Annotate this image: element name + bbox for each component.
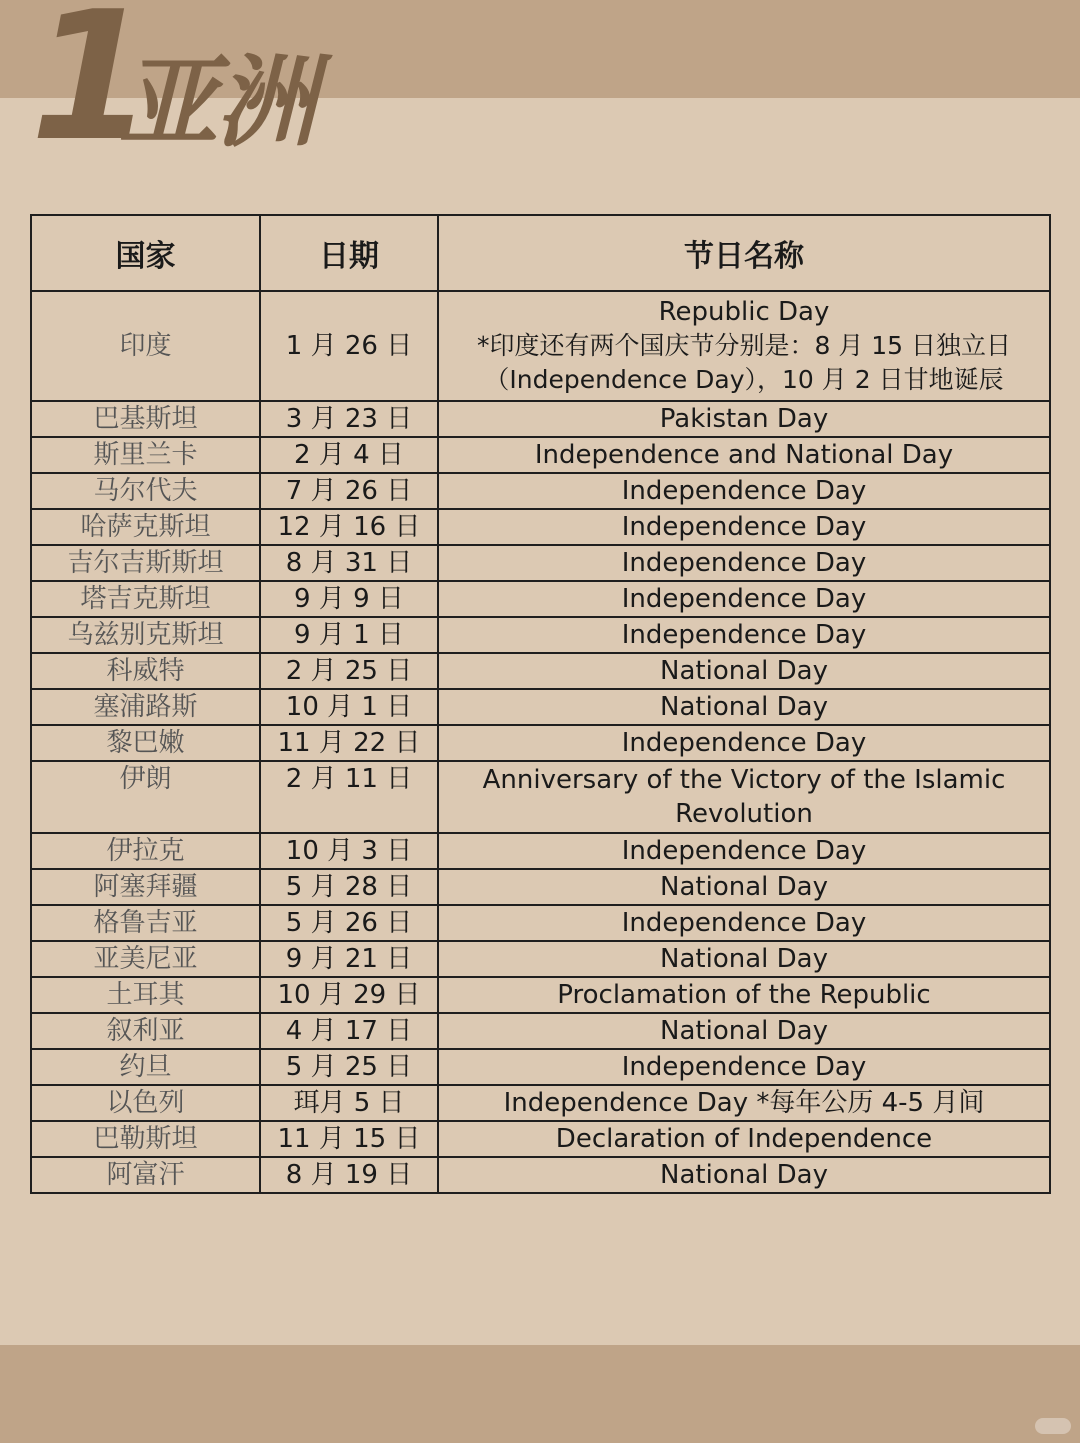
country-cell: 以色列 [31, 1085, 260, 1121]
date-cell: 2 月 11 日 [260, 761, 438, 833]
date-cell: 9 月 9 日 [260, 581, 438, 617]
holiday-name: Anniversary of the Victory of the Islamic [482, 765, 1006, 795]
holiday-name-cell [438, 291, 1050, 401]
holiday-name-cell: National Day [438, 653, 1050, 689]
date-cell: 9 月 21 日 [260, 941, 438, 977]
holiday-name-cell [438, 761, 1050, 833]
table-row [31, 1013, 1050, 1049]
country-cell: 阿塞拜疆 [31, 869, 260, 905]
table-row [31, 869, 1050, 905]
table-row [31, 473, 1050, 509]
date-cell: 9 月 1 日 [260, 617, 438, 653]
bottom-band [0, 1345, 1080, 1443]
holiday-name-line2: Revolution [675, 799, 813, 829]
date-cell: 10 月 3 日 [260, 833, 438, 869]
table-row [31, 617, 1050, 653]
date-cell: 3 月 23 日 [260, 401, 438, 437]
holiday-name-cell: National Day [438, 689, 1050, 725]
country-cell: 巴基斯坦 [31, 401, 260, 437]
holiday-name: Republic Day [658, 297, 830, 327]
holiday-name-cell: Independence Day [438, 725, 1050, 761]
table-row [31, 833, 1050, 869]
date-cell: 2 月 25 日 [260, 653, 438, 689]
header-country: 国家 [31, 215, 260, 291]
holiday-name-cell: Independence Day *每年公历 4-5 月间 [438, 1085, 1050, 1121]
holiday-name-cell: National Day [438, 1157, 1050, 1193]
date-cell: 2 月 4 日 [260, 437, 438, 473]
table-row [31, 545, 1050, 581]
date-cell: 8 月 19 日 [260, 1157, 438, 1193]
holiday-name-cell: Pakistan Day [438, 401, 1050, 437]
table-row [31, 941, 1050, 977]
country-cell: 黎巴嫩 [31, 725, 260, 761]
date-cell: 5 月 25 日 [260, 1049, 438, 1085]
holiday-name-cell: Proclamation of the Republic [438, 977, 1050, 1013]
country-cell: 土耳其 [31, 977, 260, 1013]
table-row [31, 401, 1050, 437]
country-cell: 阿富汗 [31, 1157, 260, 1193]
holiday-name-cell: Independence Day [438, 545, 1050, 581]
date-cell: 珥月 5 日 [260, 1085, 438, 1121]
holidays-table [30, 214, 1051, 1194]
table-row [31, 761, 1050, 833]
table-row [31, 977, 1050, 1013]
date-cell: 11 月 15 日 [260, 1121, 438, 1157]
country-cell: 马尔代夫 [31, 473, 260, 509]
date-cell: 8 月 31 日 [260, 545, 438, 581]
date-cell: 12 月 16 日 [260, 509, 438, 545]
table-row [31, 1049, 1050, 1085]
table-row [31, 905, 1050, 941]
holiday-name-cell: Independence Day [438, 509, 1050, 545]
country-cell: 印度 [31, 291, 260, 401]
holiday-name-cell: Independence and National Day [438, 437, 1050, 473]
date-cell: 7 月 26 日 [260, 473, 438, 509]
table-row [31, 1085, 1050, 1121]
date-cell: 11 月 22 日 [260, 725, 438, 761]
table-row [31, 689, 1050, 725]
date-cell: 10 月 29 日 [260, 977, 438, 1013]
country-cell: 约旦 [31, 1049, 260, 1085]
header-holiday-name: 节日名称 [438, 215, 1050, 291]
country-cell: 斯里兰卡 [31, 437, 260, 473]
date-cell: 10 月 1 日 [260, 689, 438, 725]
country-cell: 格鲁吉亚 [31, 905, 260, 941]
holiday-name-cell: Declaration of Independence [438, 1121, 1050, 1157]
holiday-name-cell: Independence Day [438, 1049, 1050, 1085]
holiday-note: *印度还有两个国庆节分别是：8 月 15 日独立日 [476, 331, 1012, 360]
country-cell: 乌兹别克斯坦 [31, 617, 260, 653]
country-cell: 塞浦路斯 [31, 689, 260, 725]
country-cell: 科威特 [31, 653, 260, 689]
holiday-name-cell: Independence Day [438, 833, 1050, 869]
date-cell: 1 月 26 日 [260, 291, 438, 401]
table-row [31, 291, 1050, 401]
country-cell: 叙利亚 [31, 1013, 260, 1049]
country-cell: 伊朗 [31, 761, 260, 833]
country-cell: 亚美尼亚 [31, 941, 260, 977]
section-title: 亚洲 [118, 44, 314, 161]
table-header-row [31, 215, 1050, 291]
header-date: 日期 [260, 215, 438, 291]
table-row [31, 1121, 1050, 1157]
table-row [31, 725, 1050, 761]
country-cell: 伊拉克 [31, 833, 260, 869]
table-row [31, 509, 1050, 545]
country-cell: 巴勒斯坦 [31, 1121, 260, 1157]
holiday-name-cell: Independence Day [438, 905, 1050, 941]
country-cell: 塔吉克斯坦 [31, 581, 260, 617]
date-cell: 5 月 26 日 [260, 905, 438, 941]
table-row [31, 653, 1050, 689]
table-row [31, 1157, 1050, 1193]
date-cell: 5 月 28 日 [260, 869, 438, 905]
holiday-note: （Independence Day），10 月 2 日甘地诞辰 [484, 365, 1004, 394]
table-row [31, 437, 1050, 473]
holiday-name-cell: Independence Day [438, 617, 1050, 653]
country-cell: 哈萨克斯坦 [31, 509, 260, 545]
country-cell: 吉尔吉斯斯坦 [31, 545, 260, 581]
holiday-name-cell: National Day [438, 869, 1050, 905]
section-number: 1 [30, 0, 150, 180]
holiday-name-cell: Independence Day [438, 581, 1050, 617]
holiday-name-cell: National Day [438, 1013, 1050, 1049]
holiday-name-cell: National Day [438, 941, 1050, 977]
table-row [31, 581, 1050, 617]
holiday-name-cell: Independence Day [438, 473, 1050, 509]
watermark-badge [1035, 1418, 1071, 1434]
date-cell: 4 月 17 日 [260, 1013, 438, 1049]
